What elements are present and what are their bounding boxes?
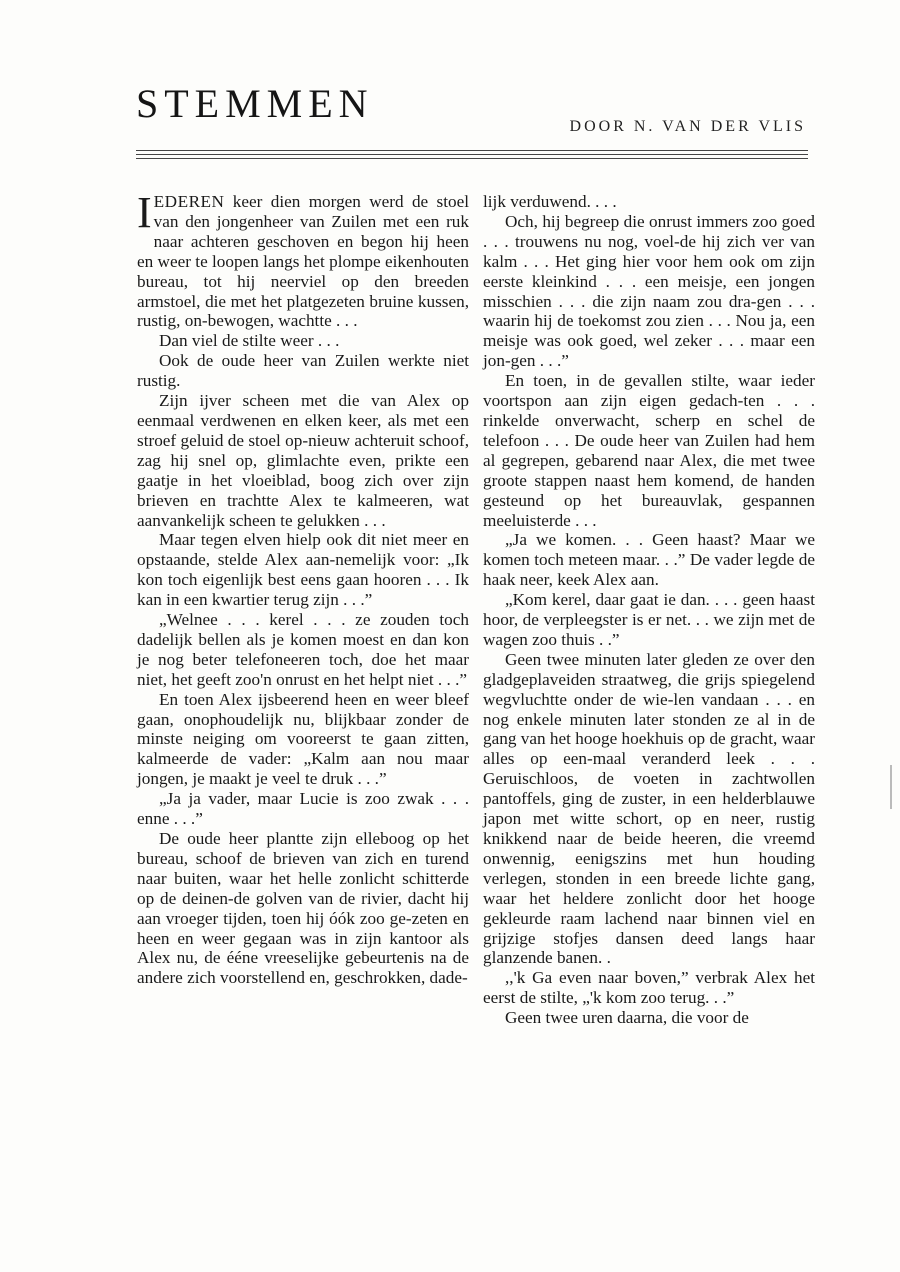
paragraph: En toen, in de gevallen stilte, waar ieder voortspon aan zijn eigen gedach-ten . . . rinkelde onverwacht, scherp en schel de telefoon . . . De oude heer van Zuilen had hem al gegrepen, gebarend naar Alex, die met twee groote stappen naast hem komend, de handen gesteund op het bureauvlak, gespannen meeluisterde . . .	[483, 371, 815, 530]
paragraph-continued: lijk verduwend. . . .	[483, 192, 617, 211]
paragraph: „Ja ja vader, maar Lucie is zoo zwak . . . enne . . .”	[137, 789, 469, 829]
drop-cap: I	[137, 188, 152, 237]
paragraph: „Kom kerel, daar gaat ie dan. . . . geen haast hoor, de verpleegster is er net. . . we zijn met de wagen zoo thuis . .”	[483, 590, 815, 649]
paragraph: „Welnee . . . kerel . . . ze zouden toch dadelijk bellen als je komen moest en dan kon je nog beter telefoneeren toch, doe het maar niet, het geeft zoo'n onrust en het helpt niet . . .”	[137, 610, 469, 689]
paragraph: Dan viel de stilte weer . . .	[159, 331, 340, 351]
scan-margin-mark	[890, 765, 892, 809]
paragraph: Ook de oude heer van Zuilen werkte niet rustig.	[137, 351, 469, 391]
paragraph: De oude heer plantte zijn elleboog op het bureau, schoof de brieven van zich en turend naar buiten, waar het helle zonlicht schitterde op de deinen-de golven van de rivier, dacht hij aan vroeger tijden, toen hij óók zoo ge-zeten en heen en weer gegaan was in zijn kantoor als Alex nu, de ééne vreeselijke gebeurtenis na de andere zich voorstellend en, geschrokken, dade-	[137, 829, 469, 988]
article-title: STEMMEN	[136, 81, 374, 126]
paragraph: Zijn ijver scheen met die van Alex op eenmaal verdwenen en elken keer, als met een stroef geluid de stoel op-nieuw achteruit schoof, zag hij snel op, glimlachte even, prikte een gaatje in het vloeiblad, boog zich over zijn brieven en trachtte Alex te kalmeeren, wat aanvankelijk scheen te gelukken . . .	[137, 391, 469, 530]
paragraph: Geen twee uren daarna, die voor de	[505, 1008, 749, 1028]
paragraph: Och, hij begreep die onrust immers zoo goed . . . trouwens nu nog, voel-de hij zich ver van kalm . . . Het ging hier voor hem ook om zijn eerste kleinkind . . . een meisje, een jongen misschien . . . die zijn naam zou dra-gen . . . waarin hij de toekomst zou zien . . . Nou ja, een meisje was ook goed, wel zeker . . . maar een jon-gen . . .”	[483, 211, 815, 371]
paragraph: Maar tegen elven hielp ook dit niet meer en opstaande, stelde Alex aan-nemelijk voor: „Ik kon toch eigenlijk best eens gaan hooren . . . Ik kan in een kwartier terug zijn . . .”	[137, 530, 469, 610]
header-divider	[136, 150, 808, 164]
opening-word: EDEREN	[153, 192, 225, 211]
paragraph-opening	[137, 188, 469, 331]
paragraph: ,,'k Ga even naar boven,” verbrak Alex het eerst de stilte, „'k kom zoo terug. . .”	[483, 968, 815, 1008]
text-column-left	[137, 188, 469, 988]
paragraph: Geen twee minuten later gleden ze over den gladgeplaveiden straatweg, die grijs spiegelend wegvluchtte onder de wie-len vandaan . . . en nog enkele minuten later stonden ze al in de gang van het hooge hoekhuis op de gracht, waar alles op een-maal veranderd leek . . . Geruischloos, de voeten in zachtwollen pantoffels, ging de zuster, in een helderblauwe japon met witte schort, op en neer, rustig knikkend naar de beide heeren, die vreemd onwennig, eenigszins met hun houding verlegen, stonden in een breede lichte gang, waar het heldere zonlicht door het hooge gekleurde raam lachend naar binnen viel en grijzige stofjes dansen deed langs haar glanzende banen. .	[483, 649, 815, 968]
paragraph: „Ja we komen. . . Geen haast? Maar we komen toch meteen maar. . .” De vader legde de haak neer, keek Alex aan.	[483, 530, 815, 590]
paragraph: En toen Alex ijsbeerend heen en weer bleef gaan, onophoudelijk nu, blijkbaar zonder de minste neiging om vooreerst te gaan zitten, kalmeerde de vader: „Kalm aan nou maar jongen, je maakt je veel te druk . . .”	[137, 689, 469, 789]
opening-text: keer dien morgen werd de stoel van den jongenheer van Zuilen met een ruk naar achteren geschoven en begon hij heen en weer te loopen langs het plompe eikenhouten bureau, tot hij neerviel op den breeden armstoel, die met het platgezeten bruine kussen, rustig, on-bewogen, wachtte . . .	[137, 192, 469, 331]
article-byline: DOOR N. VAN DER VLIS	[569, 118, 806, 135]
text-column-right	[483, 192, 815, 1028]
